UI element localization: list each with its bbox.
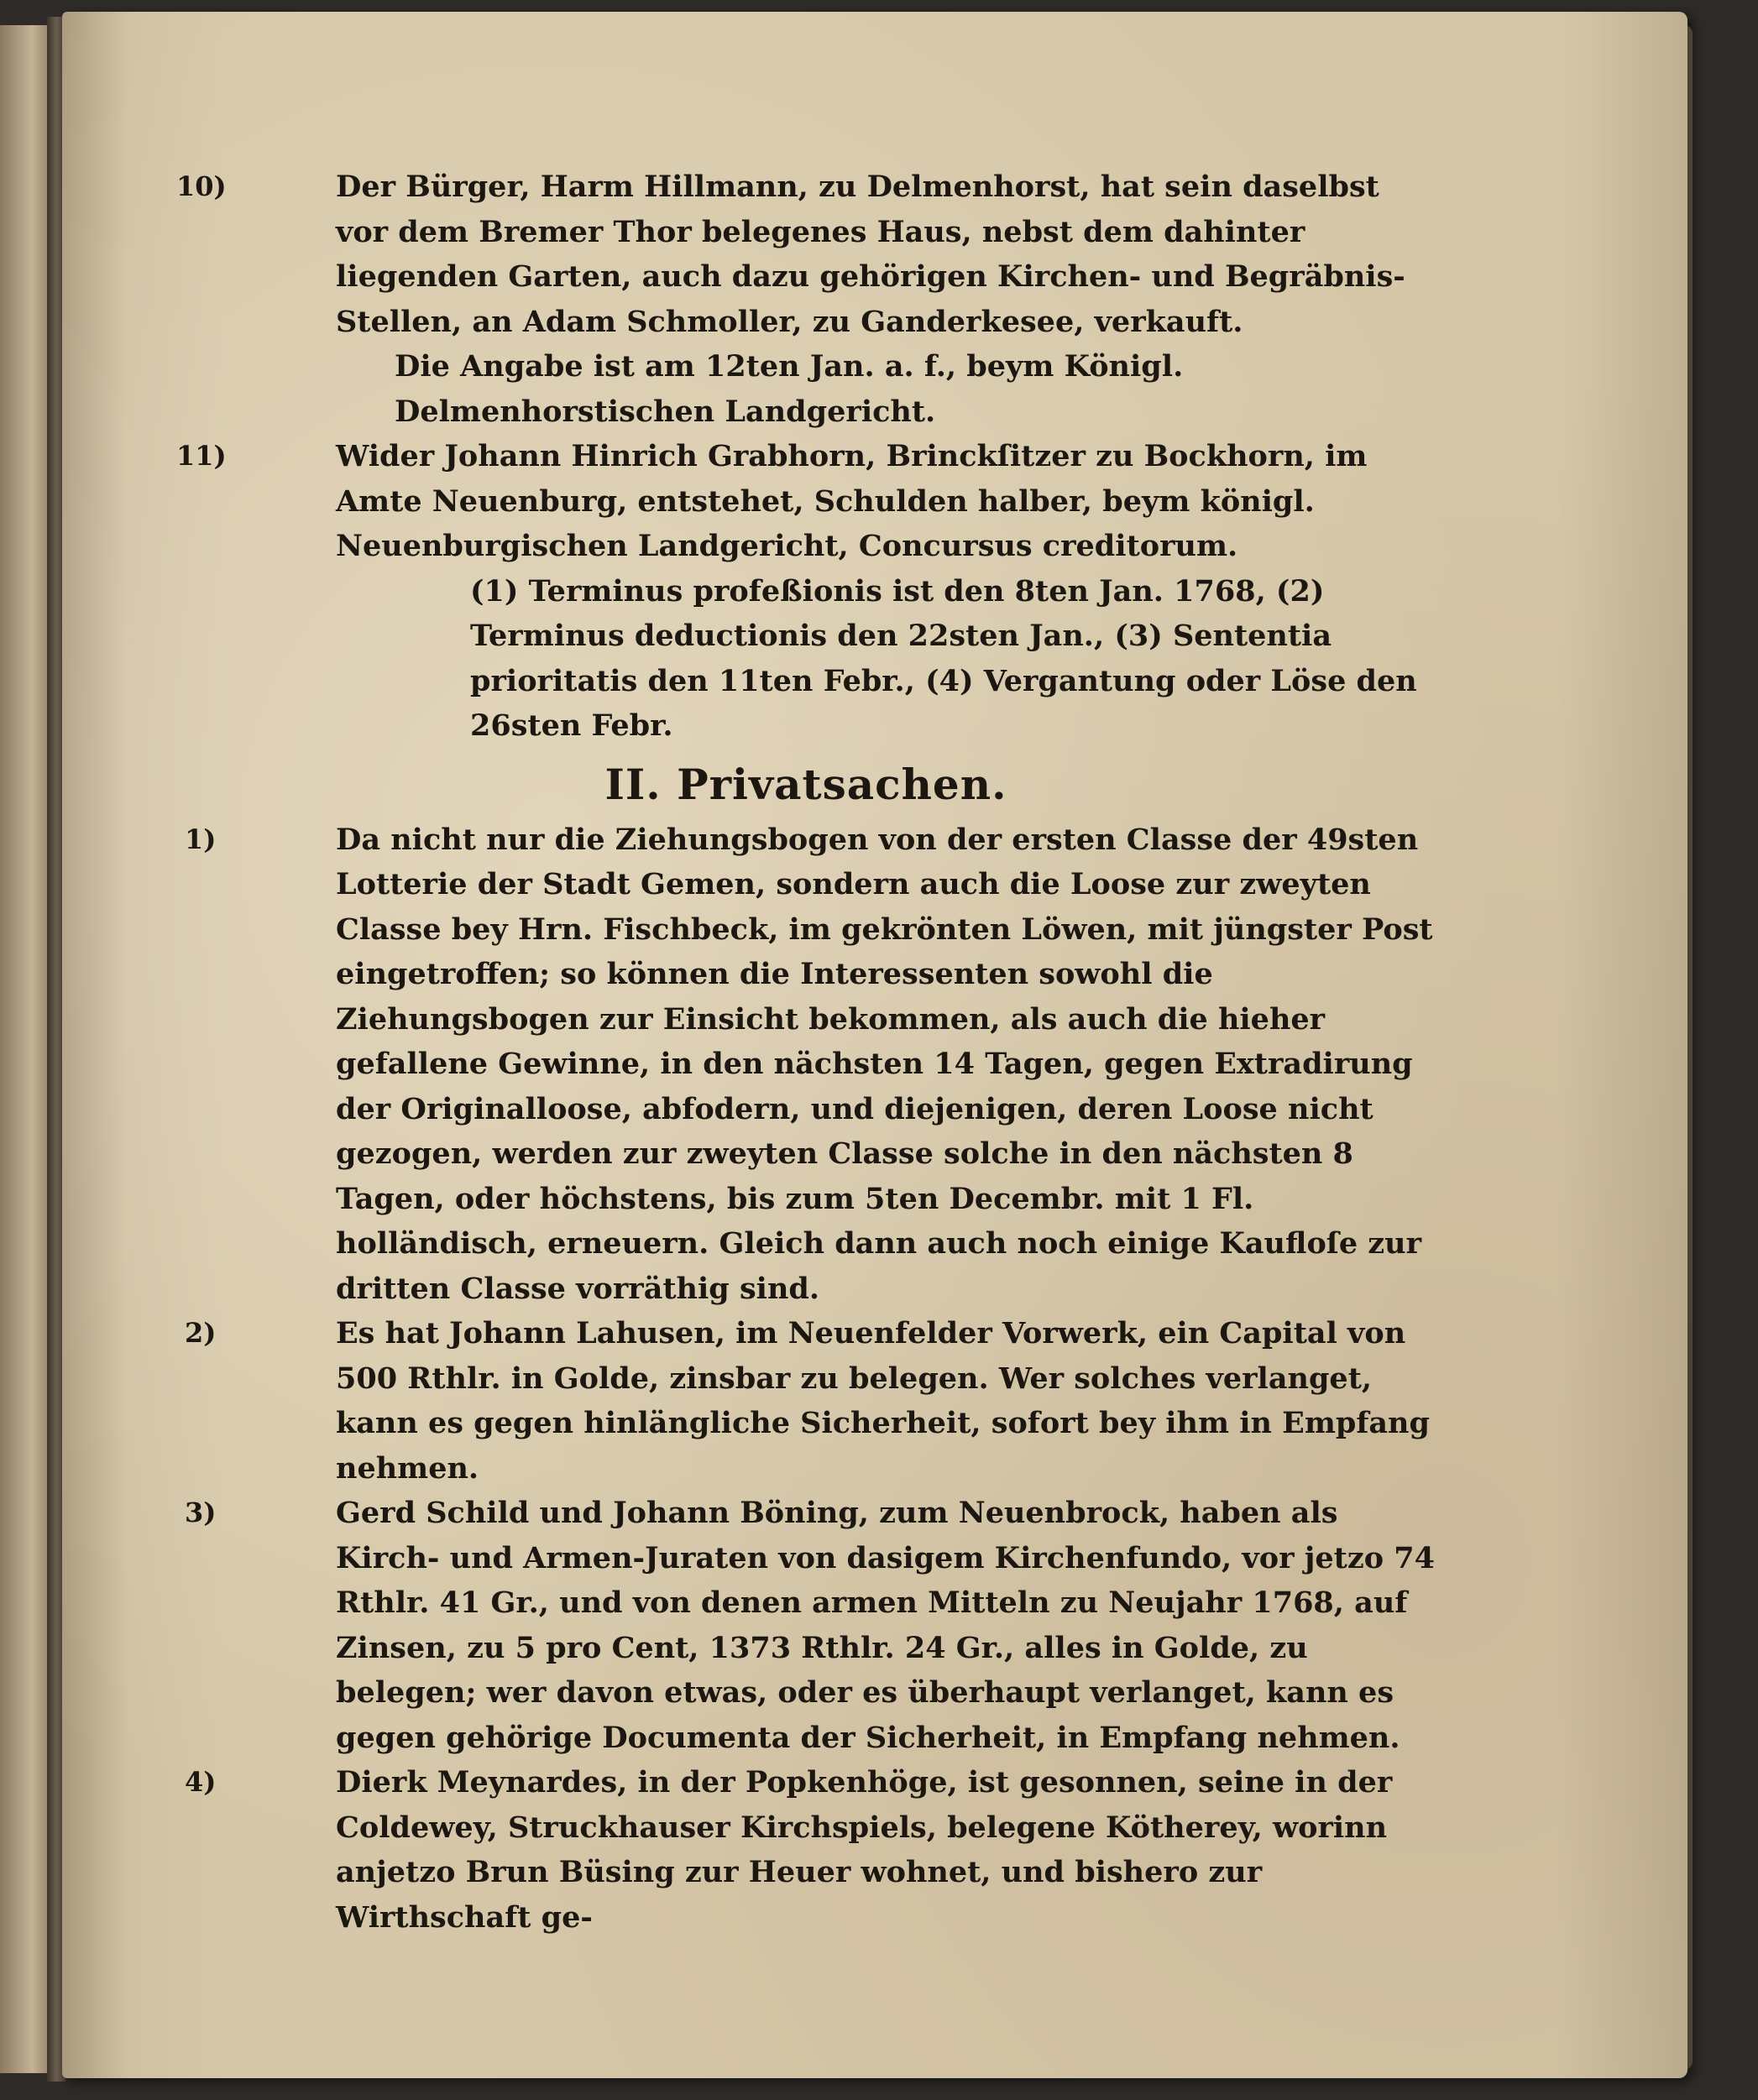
entry-text: Wider Johann Hinrich Grabhorn, Brinckſitzer zu Bockhorn, im Amte Neuenburg, entstehet, Schulden halber, beym königl. Neuenburgischen Landgericht, Concursus creditorum. (336, 439, 1368, 563)
entry-11 (176, 434, 1436, 749)
entry-text: Gerd Schild und Johann Böning, zum Neuenbrock, haben als Kirch- und Armen-Juraten von dasigem Kirchenfundo, vor jetzo 74 Rthlr. 41 Gr., und von denen armen Mitteln zu Neujahr 1768, auf Zinsen, zu 5 pro Cent, 1373 Rthlr. 24 Gr., alles in Golde, zu belegen; wer davon etwas, oder es überhaupt verlanget, kann es gegen gehörige Documenta der Sicherheit, in Empfang nehmen. (336, 1496, 1435, 1755)
entry-number: 1) (185, 823, 217, 855)
entry-number: 10) (176, 170, 227, 202)
entry-note: Die Angabe ist am 12ten Jan. a. f., beym Königl. Delmenhorstischen Landgericht. (395, 349, 1184, 429)
private-entry-2 (176, 1311, 1436, 1491)
private-entry-1 (176, 818, 1436, 1312)
page-text (176, 165, 1436, 1940)
entry-number: 4) (185, 1766, 217, 1798)
entry-text: Es hat Johann Lahusen, im Neuenfelder Vorwerk, ein Capital von 500 Rthlr. in Golde, zinsbar zu belegen. Wer solches verlanget, kann es gegen hinlängliche Sicherheit, sofort bey ihm in Empfang nehmen. (336, 1316, 1430, 1486)
entry-number: 3) (185, 1497, 217, 1528)
private-entry-3 (176, 1491, 1436, 1760)
entry-number: 11) (176, 440, 227, 472)
private-entry-4 (176, 1760, 1436, 1940)
entry-text: Da nicht nur die Ziehungsbogen von der ersten Classe der 49sten Lotterie der Stadt Gemen, sondern auch die Loose zur zweyten Classe bey Hrn. Fischbeck, im gekrönten Löwen, mit jüngster Post eingetroffen; so können die Interessenten sowohl die Ziehungsbogen zur Einsicht bekommen, als auch die hieher gefallene Gewinne, in den nächsten 14 Tagen, gegen Extradirung der Originalloose, abfodern, und diejenigen, deren Loose nicht gezogen, werden zur zweyten Classe solche in den nächsten 8 Tagen, oder höchstens, bis zum 5ten Decembr. mit 1 Fl. holländisch, erneuern. Gleich dann auch noch einige Kaufloſe zur dritten Classe vorräthig sind. (336, 822, 1433, 1306)
section-heading: II. Privatsachen. (604, 759, 1007, 809)
entry-text: Dierk Meynardes, in der Popkenhöge, ist gesonnen, seine in der Coldewey, Struckhauser Kirchspiels, belegene Kötherey, worinn anjetzo Brun Büsing zur Heuer wohnet, und bishero zur Wirthschaft ge- (336, 1765, 1393, 1935)
entry-number: 2) (185, 1317, 217, 1349)
entry-text: Der Bürger, Harm Hillmann, zu Delmenhorst, hat sein daselbst vor dem Bremer Thor belegenes Haus, nebst dem dahinter liegenden Garten, auch dazu gehörigen Kirchen- und Begräbnis-Stellen, an Adam Schmoller, zu Ganderkesee, verkauft. (336, 170, 1405, 339)
entry-terms: (1) Terminus profeßionis ist den 8ten Jan. 1768, (2) Terminus deductionis den 22sten Jan., (3) Sententia prioritatis den 11ten Febr., (4) Vergantung oder Löse den 26sten Febr. (470, 573, 1417, 743)
entry-10 (176, 165, 1436, 434)
